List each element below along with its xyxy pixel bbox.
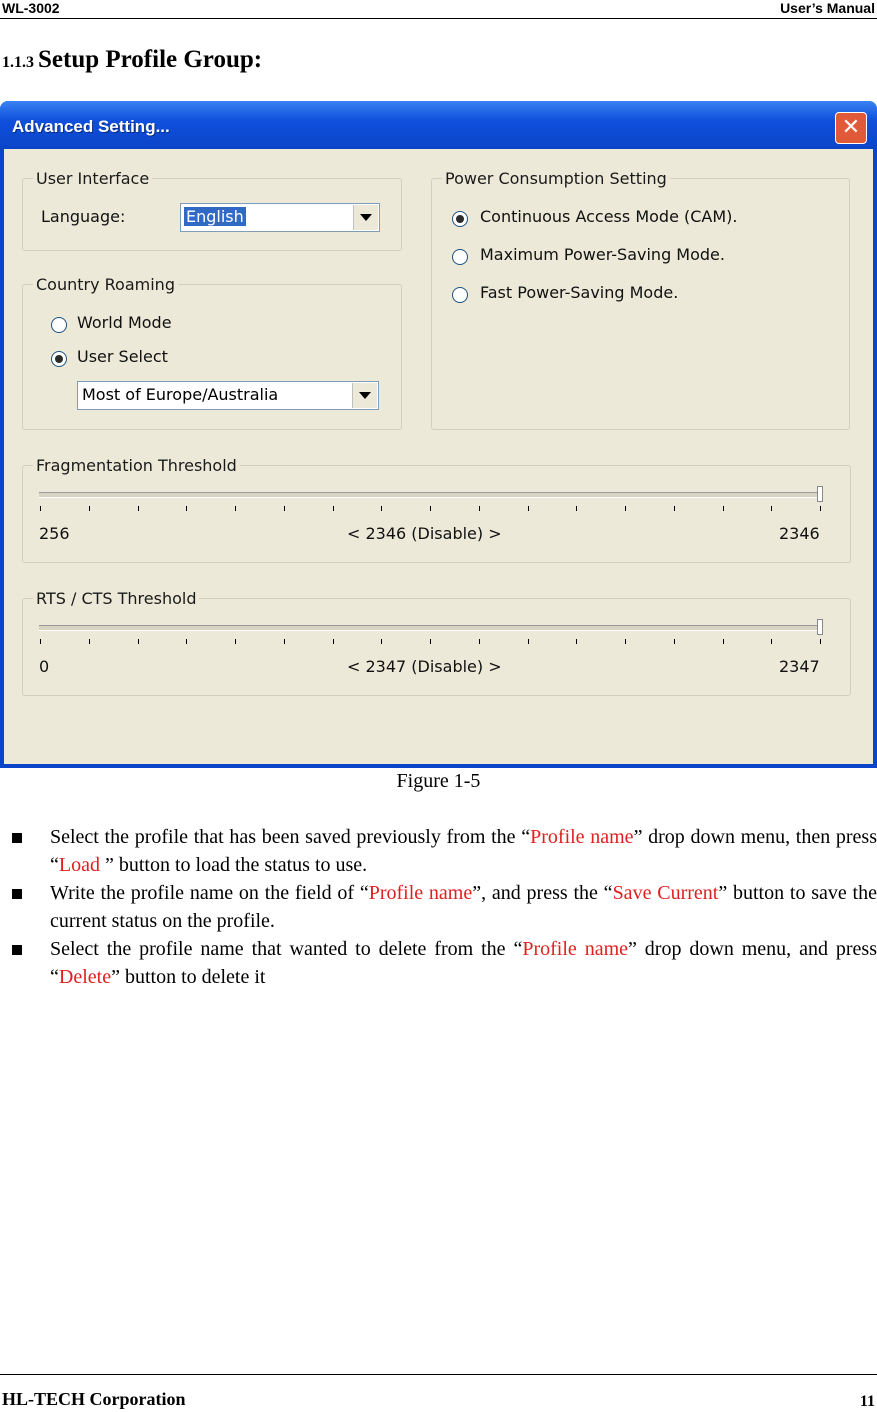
slider-tick	[235, 506, 236, 511]
slider-tick	[723, 639, 724, 644]
slider-tick	[479, 506, 480, 511]
text-run: Select the profile name that wanted to delete from the “	[50, 938, 523, 960]
user-interface-group	[22, 169, 402, 251]
rts-cts-max: 2347	[779, 657, 820, 676]
list-item	[12, 935, 877, 991]
slider-tick	[674, 639, 675, 644]
text-run: ” button to delete it	[111, 966, 266, 988]
doc-manual-title: User’s Manual	[780, 0, 875, 16]
slider-tick	[625, 506, 626, 511]
text-run: Select the profile that has been saved previously from the “	[50, 826, 531, 848]
slider-tick	[138, 639, 139, 644]
slider-tick	[820, 639, 821, 644]
bullet-square-icon	[12, 945, 22, 955]
chevron-down-icon[interactable]	[353, 205, 378, 230]
slider-tick	[284, 639, 285, 644]
cam-radio[interactable]	[452, 211, 468, 227]
slider-tick	[186, 639, 187, 644]
page-number: 11	[859, 1393, 875, 1410]
region-select[interactable]	[77, 381, 379, 410]
slider-tick	[333, 506, 334, 511]
text-run: ”, and press the “	[472, 882, 613, 904]
slider-tick	[430, 639, 431, 644]
user-interface-legend: User Interface	[33, 169, 152, 188]
page-footer	[0, 1374, 877, 1410]
slider-tick	[40, 639, 41, 644]
user-select-label: User Select	[77, 347, 168, 366]
page-header	[0, 0, 877, 19]
max-power-saving-label: Maximum Power-Saving Mode.	[480, 245, 725, 264]
slider-tick	[138, 506, 139, 511]
dialog-titlebar[interactable]	[0, 101, 877, 149]
slider-tick	[576, 639, 577, 644]
slider-tick	[186, 506, 187, 511]
text-run: ” button to load the status to use.	[104, 854, 368, 876]
slider-tick	[528, 639, 529, 644]
slider-tick	[89, 639, 90, 644]
fragmentation-current: < 2346 (Disable) >	[347, 524, 502, 543]
fragmentation-slider-track[interactable]	[39, 492, 819, 498]
slider-tick	[430, 506, 431, 511]
slider-tick	[479, 639, 480, 644]
fragmentation-threshold-group	[22, 456, 851, 563]
bullet-square-icon	[12, 889, 22, 899]
bullet-text	[50, 935, 877, 991]
power-consumption-group	[431, 169, 850, 430]
advanced-setting-dialog	[0, 101, 877, 768]
slider-tick	[576, 506, 577, 511]
max-power-saving-radio[interactable]	[452, 249, 468, 265]
cam-label: Continuous Access Mode (CAM).	[480, 207, 738, 226]
figure-caption: Figure 1-5	[396, 770, 481, 792]
highlight-run: Load	[58, 854, 105, 876]
bullet-square-icon	[12, 833, 22, 843]
doc-model: WL-3002	[2, 0, 60, 16]
rts-cts-min: 0	[39, 657, 50, 676]
close-icon[interactable]: ✕	[835, 112, 867, 144]
bullet-text	[50, 823, 877, 879]
fragmentation-min: 256	[39, 524, 70, 543]
language-select[interactable]	[180, 203, 380, 232]
language-value: English	[186, 207, 244, 226]
slider-tick	[820, 506, 821, 511]
slider-tick	[528, 506, 529, 511]
slider-tick	[381, 506, 382, 511]
slider-tick	[674, 506, 675, 511]
rts-cts-legend: RTS / CTS Threshold	[33, 589, 199, 608]
rts-cts-slider-track[interactable]	[39, 625, 819, 631]
fast-power-saving-radio[interactable]	[452, 287, 468, 303]
country-roaming-legend: Country Roaming	[33, 275, 178, 294]
text-run: Write the profile name on the field of “	[50, 882, 369, 904]
highlight-run: Save Current	[612, 882, 719, 904]
language-label: Language:	[41, 207, 126, 226]
chevron-down-icon[interactable]	[352, 383, 377, 408]
power-consumption-legend: Power Consumption Setting	[442, 169, 670, 188]
fragmentation-max: 2346	[779, 524, 820, 543]
user-select-radio[interactable]	[51, 351, 67, 367]
world-mode-label: World Mode	[77, 313, 172, 332]
text-run: ” drop down menu, then press “	[50, 826, 877, 876]
bullet-text	[50, 879, 877, 935]
rts-cts-slider-thumb[interactable]	[817, 619, 823, 635]
slider-tick	[771, 506, 772, 511]
slider-tick	[89, 506, 90, 511]
rts-cts-threshold-group	[22, 589, 851, 696]
dialog-title: Advanced Setting...	[12, 117, 170, 136]
company-name: HL-TECH Corporation	[2, 1389, 186, 1409]
slider-tick	[235, 639, 236, 644]
slider-tick	[381, 639, 382, 644]
text-run: ” drop down menu, and press “	[50, 938, 877, 988]
section-title: Setup Profile Group:	[38, 46, 263, 73]
highlight-run: Profile name	[368, 882, 473, 904]
section-number: 1.1.3	[2, 54, 34, 71]
list-item	[12, 823, 877, 879]
dialog-body	[4, 149, 873, 764]
highlight-run: Profile name	[522, 938, 629, 960]
fast-power-saving-label: Fast Power-Saving Mode.	[480, 283, 679, 302]
slider-tick	[284, 506, 285, 511]
slider-tick	[40, 506, 41, 511]
world-mode-radio[interactable]	[51, 317, 67, 333]
text-run: ” button to save the current status on the profile.	[50, 882, 877, 932]
highlight-run: Delete	[58, 966, 112, 988]
slider-tick	[771, 639, 772, 644]
section-heading	[2, 46, 262, 74]
fragmentation-slider-thumb[interactable]	[817, 486, 823, 502]
highlight-run: Profile name	[530, 826, 634, 848]
fragmentation-legend: Fragmentation Threshold	[33, 456, 240, 475]
slider-tick	[723, 506, 724, 511]
region-value: Most of Europe/Australia	[82, 385, 279, 404]
rts-cts-current: < 2347 (Disable) >	[347, 657, 502, 676]
slider-tick	[625, 639, 626, 644]
list-item	[12, 879, 877, 935]
country-roaming-group	[22, 275, 402, 430]
slider-tick	[333, 639, 334, 644]
